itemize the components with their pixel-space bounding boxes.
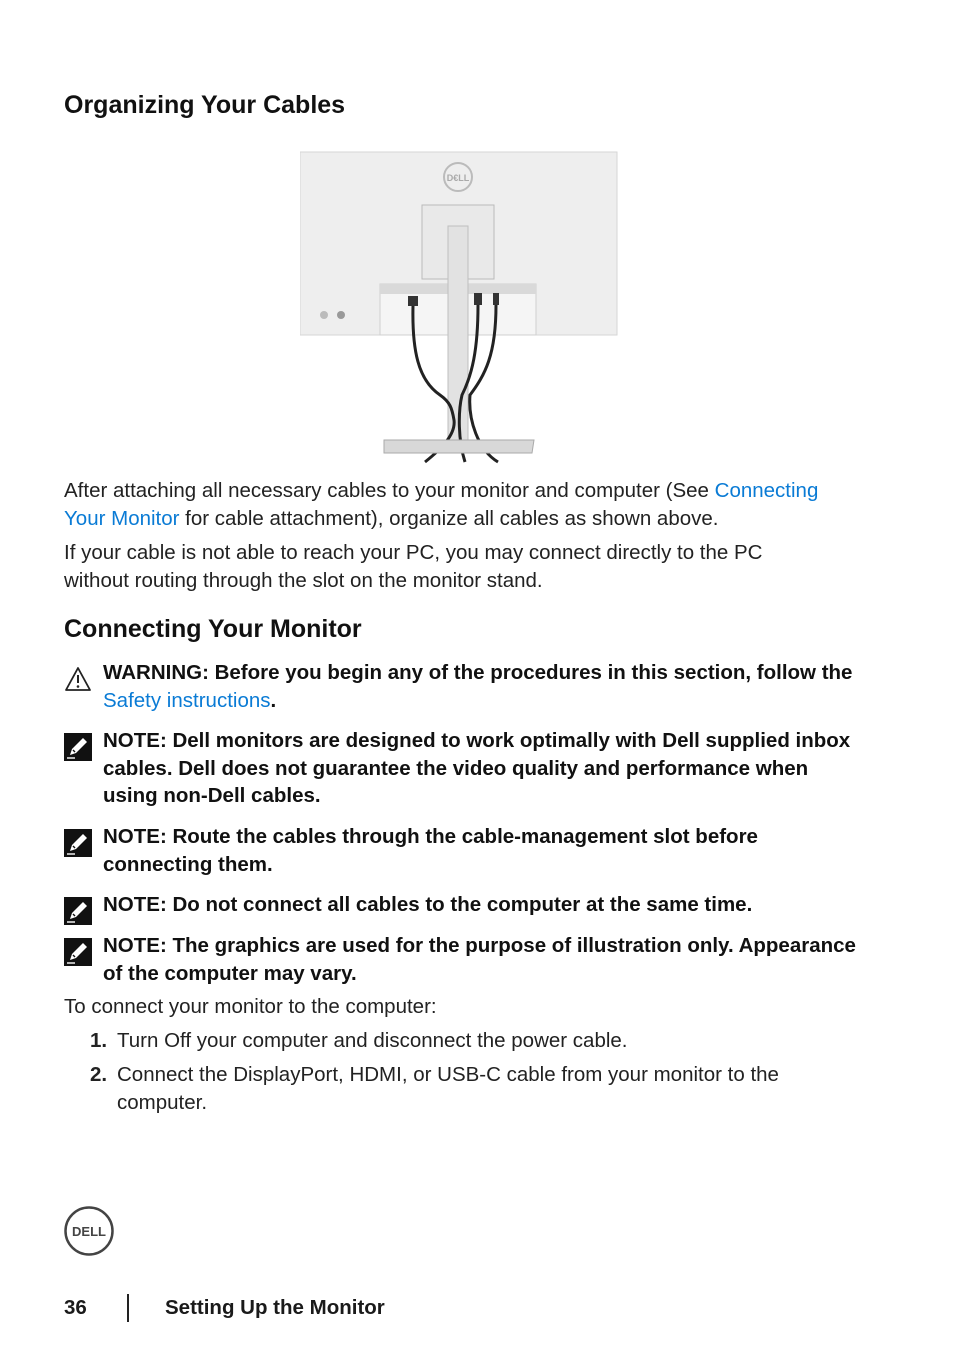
monitor-back-cables-illustration	[300, 150, 620, 466]
warning-text-start: WARNING: Before you begin any of the procedures in this section, follow the	[103, 661, 853, 684]
connect-intro: To connect your monitor to the computer:	[64, 995, 437, 1018]
svg-text:D€LL: D€LL	[446, 173, 470, 183]
warning-text	[103, 659, 863, 714]
footer-section-title: Setting Up the Monitor	[165, 1296, 385, 1319]
section-title-connecting: Connecting Your Monitor	[64, 615, 362, 643]
step-2	[90, 1061, 830, 1117]
connecting-monitor-link[interactable]: Connecting Your Monitor	[64, 479, 819, 530]
note-illustration-only: NOTE: The graphics are used for the purpose of illustration only. Appearance of the computer may vary.	[103, 934, 856, 985]
note-icon	[64, 938, 92, 966]
dell-logo	[63, 1205, 115, 1257]
dell-logo-text: DELL	[72, 1224, 106, 1239]
footer-divider	[127, 1294, 129, 1322]
step-number: 1.	[90, 1029, 108, 1052]
note-route-cables: NOTE: Route the cables through the cable-management slot before connecting them.	[103, 825, 758, 876]
note-icon	[64, 897, 92, 925]
note-icon	[64, 733, 92, 761]
cable-paragraph-1-text-start: After attaching all necessary cables to your monitor and computer (See	[64, 479, 715, 502]
safety-instructions-link[interactable]: Safety instructions	[103, 688, 271, 712]
step-text: Connect the DisplayPort, HDMI, or USB-C cable from your monitor to the computer.	[117, 1063, 779, 1114]
step-1	[90, 1027, 850, 1055]
warning-icon	[64, 665, 92, 693]
cable-paragraph-2: If your cable is not able to reach your PC, you may connect directly to the PC without routing through the slot on the monitor stand.	[64, 541, 763, 592]
page-number: 36	[64, 1296, 87, 1319]
step-number: 2.	[90, 1063, 108, 1086]
cable-paragraph-1	[64, 477, 864, 533]
note-icon	[64, 829, 92, 857]
cable-paragraph-1-text-end: for cable attachment), organize all cables as shown above.	[179, 507, 719, 530]
note-dell-cables: NOTE: Dell monitors are designed to work optimally with Dell supplied inbox cables. Dell does not guarantee the video quality and performance when using non-Dell cables.	[103, 729, 851, 807]
warning-text-end: .	[270, 688, 277, 712]
section-title-organizing: Organizing Your Cables	[64, 91, 346, 119]
note-not-all-cables: NOTE: Do not connect all cables to the computer at the same time.	[103, 893, 753, 916]
step-text: Turn Off your computer and disconnect the power cable.	[117, 1029, 628, 1052]
